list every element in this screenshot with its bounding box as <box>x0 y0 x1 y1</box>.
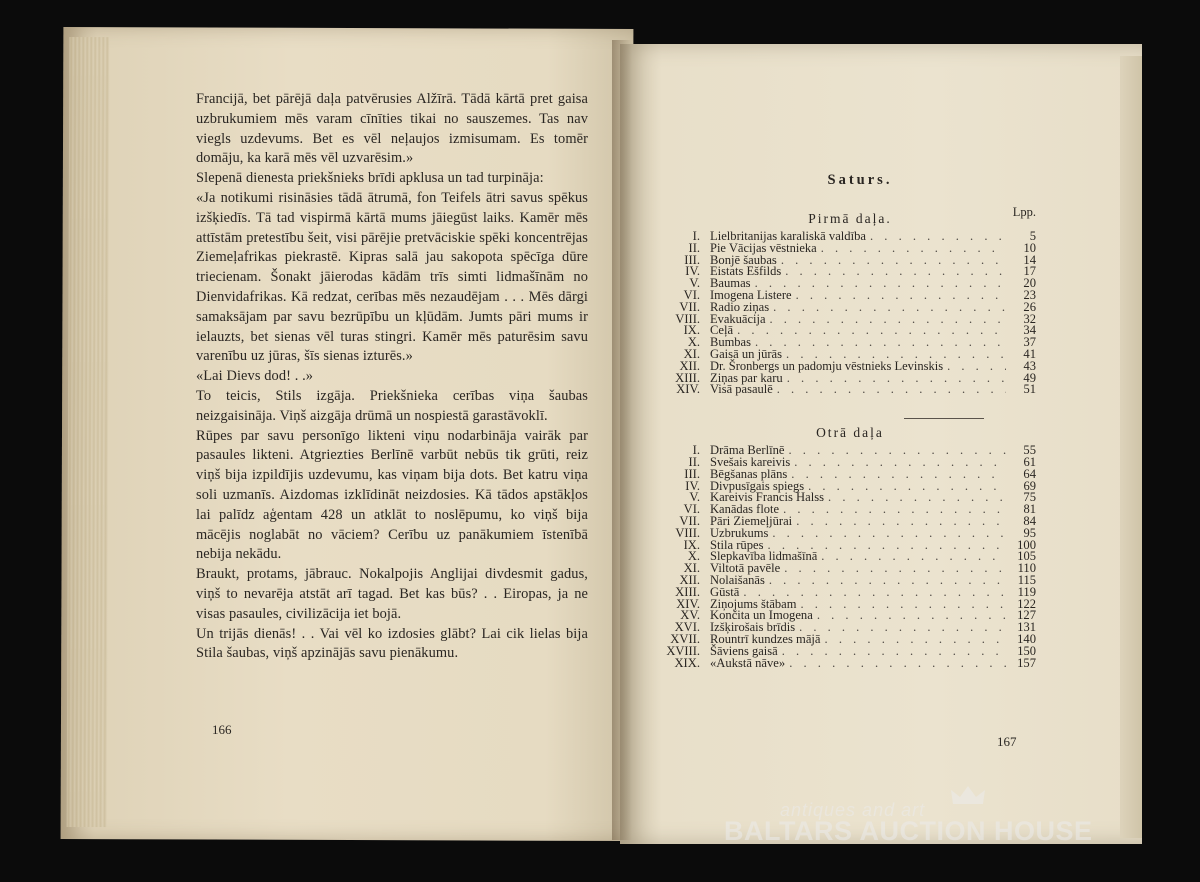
toc-leader-dots <box>792 290 1006 302</box>
toc-entry-number: II. <box>688 240 700 255</box>
toc-entry-title: Divpusīgais spiegs <box>710 478 805 493</box>
toc-entry-title: Gaisā un jūrās <box>710 346 783 361</box>
part-2-header <box>664 425 1036 445</box>
toc-leader-dots <box>778 646 1006 658</box>
toc-leader-dots <box>824 492 1006 504</box>
watermark <box>724 786 1134 856</box>
toc-entry-number: VII. <box>679 513 700 528</box>
left-page-number: 166 <box>212 722 232 737</box>
part-1-title: Pirmā daļa. <box>808 211 892 226</box>
toc-entry-number: XII. <box>679 358 700 373</box>
paragraph: Slepenā dienesta priekšnieks brīdi apklusa un tad turpināja: <box>196 170 544 187</box>
toc-entry-page: 110 <box>1017 561 1036 576</box>
toc-leader-dots <box>751 337 1006 349</box>
toc-entry-page: 95 <box>1023 525 1036 540</box>
toc-entry-number: VI. <box>683 502 700 517</box>
toc-entry-title: Lielbritanijas karaliskā valdība <box>710 229 866 243</box>
toc-entry-page: 69 <box>1023 478 1036 493</box>
toc-leader-dots <box>821 634 1006 646</box>
toc-entry-title: Kanādas flote <box>710 502 780 517</box>
toc-entry-number: VIII. <box>675 311 700 326</box>
toc-leader-dots <box>773 384 1006 396</box>
toc-entry-number: XVII. <box>670 631 700 646</box>
toc-entry-title: Imogena Listere <box>710 287 792 302</box>
toc-entry-title: Nolaišanās <box>710 572 765 587</box>
toc-entry-page: 32 <box>1023 311 1036 326</box>
part-1-header <box>664 205 1036 231</box>
toc-leader-dots <box>790 457 1006 469</box>
toc-entry-page: 122 <box>1017 596 1036 611</box>
toc-entry-number: I. <box>692 229 700 243</box>
paragraph: Braukt, protams, jābrauc. Nokalpojis Anglijai divdesmit gadus, viņš to nevarēja atstāt arī tagad. Bet kas būs? . . Eiropas, ja ne visas pasaules, civilizācija iet bojā. <box>196 566 588 622</box>
toc-entry-title: Evakuācija <box>710 311 766 326</box>
toc-entry-number: XVI. <box>674 620 700 635</box>
paragraph: «Lai Dievs dod! . .» <box>196 368 314 385</box>
toc-entry-title: Eistats Ešfilds <box>710 264 782 279</box>
toc-entry-number: IX. <box>683 537 700 552</box>
toc-entry-title: Gūstā <box>710 584 740 599</box>
toc-entry-number: XIV. <box>676 382 700 397</box>
toc-entry-title: Uzbrukums <box>710 525 769 540</box>
toc-entry-number: VII. <box>679 299 700 314</box>
toc-entry-number: IV. <box>685 264 700 279</box>
toc-leader-dots <box>784 445 1006 457</box>
toc-entry-page: 43 <box>1023 358 1036 373</box>
toc-title: Saturs. <box>827 172 893 188</box>
toc-leader-dots <box>765 575 1006 587</box>
right-page-number: 167 <box>997 734 1017 749</box>
part-2-title: Otrā daļa <box>816 425 884 441</box>
toc-entry-number: XV. <box>680 608 700 623</box>
toc-entry-page: 5 <box>1029 229 1036 243</box>
toc-entry-title: Bēgšanas plāns <box>710 466 788 481</box>
toc-entry-title: Kareivis Francis Halss <box>710 490 825 505</box>
toc-leader-dots <box>804 481 1006 493</box>
toc-entry-page: 23 <box>1023 287 1036 302</box>
book-gutter <box>612 40 632 840</box>
toc-leader-dots <box>785 658 1006 670</box>
toc-entry-page: 64 <box>1023 466 1036 481</box>
toc-entry-title: Rountrī kundzes mājā <box>710 631 821 646</box>
toc-entry-title: Ceļā <box>710 323 734 338</box>
toc-entry-number: VI. <box>683 287 700 302</box>
toc-entry-page: 51 <box>1023 382 1036 397</box>
toc-entry-number: VIII. <box>675 525 700 540</box>
toc-entry-number: XII. <box>679 572 700 587</box>
toc-entry-title: Bonjē šaubas <box>710 252 777 267</box>
toc-entry-title: Drāma Berlīnē <box>710 443 785 458</box>
toc-leader-dots <box>733 325 1006 337</box>
page-edge <box>1120 56 1142 838</box>
toc-entry-page: 127 <box>1017 608 1036 623</box>
toc-entry-title: Slepkavība lidmašīnā <box>710 549 818 564</box>
toc-leader-dots <box>780 563 1006 575</box>
watermark-tagline: antiques and art <box>780 800 926 820</box>
toc-entry-number: V. <box>689 276 700 291</box>
toc-entry-number: IX. <box>683 323 700 338</box>
toc-entry-title: Baumas <box>710 276 751 291</box>
toc-entry-page: 26 <box>1023 299 1036 314</box>
toc-entry-number: XVIII. <box>666 643 700 658</box>
toc-leader-dots <box>795 622 1006 634</box>
toc-entry-title: Svešais kareivis <box>710 454 791 469</box>
part-2-list <box>664 445 1036 669</box>
toc-entry-page: 55 <box>1023 443 1036 458</box>
toc-entry-page: 140 <box>1017 631 1036 646</box>
toc-entry-page: 49 <box>1023 370 1036 385</box>
toc-entry-number: X. <box>687 335 700 350</box>
toc-entry-page: 61 <box>1023 454 1036 469</box>
toc-entry-title: Pāri Ziemeļjūrai <box>710 513 793 528</box>
toc-entry-title: Visā pasaulē <box>710 382 773 397</box>
paragraph: Rūpes par savu personīgo likteni viņu nodarbināja vairāk par pasaules likteni. Atgriezties Berlīnē varbūt nebūs tik grūti, reiz viņš bija izpildījis uzdevumu, kas viņam bija dots. Bet katru viņa soli uzmanīs. Aizdomas izklīdināt neizdosies. Kā tādos apstākļos lai palīdz aģentam 428 un atklāt to noslēpumu, ko viņš bija mācējis noglabāt no vāciem? Cerību uz panākumiem īstenībā nebija nekādu. <box>196 427 588 563</box>
toc-entry-title: Dr. Šronbergs un padomju vēstnieks Levinskis <box>710 358 944 373</box>
toc-leader-dots <box>813 610 1006 622</box>
toc-entry-title: Končita un Imogena <box>710 608 813 623</box>
toc-entry-page: 34 <box>1023 323 1036 338</box>
part-1-list <box>664 231 1036 396</box>
divider <box>904 396 984 419</box>
toc-entry-title: Ziņas par karu <box>710 370 783 385</box>
toc-entry-page: 150 <box>1017 643 1036 658</box>
toc-entry-number: III. <box>684 252 700 267</box>
toc-entry-page: 20 <box>1023 276 1036 291</box>
paragraph: Francijā, bet pārējā daļa patvērusies Alžīrā. Tādā kārtā pret gaisa uzbrukumiem mēs varam cīnīties tikai no sauszemes. Tas nav viegls uzdevums. Bet es vēl neļaujos izmisumam. Es tomēr domāju, ka karā mēs vēl uzvarēsim.» <box>196 91 588 167</box>
toc-entry-title: «Aukstā nāve» <box>710 655 786 670</box>
toc-leader-dots <box>792 516 1006 528</box>
toc-entry-page: 100 <box>1017 537 1036 552</box>
toc-leader-dots <box>779 504 1006 516</box>
toc-entry-number: I. <box>692 443 700 458</box>
toc-entry <box>664 655 1036 670</box>
toc-entry-page: 84 <box>1023 513 1036 528</box>
crown-icon <box>950 784 986 806</box>
toc-entry-page: 81 <box>1023 502 1036 517</box>
toc-leader-dots <box>777 255 1006 267</box>
toc-entry-page: 75 <box>1023 490 1036 505</box>
left-page-text <box>196 90 588 664</box>
toc-entry-title: Bumbas <box>710 335 751 350</box>
toc-entry-number: IV. <box>685 478 700 493</box>
toc-entry-number: XIX. <box>674 655 700 670</box>
toc-leader-dots <box>787 469 1006 481</box>
toc-entry-number: II. <box>688 454 700 469</box>
toc-entry-title: Šāviens gaisā <box>710 643 778 658</box>
toc-entry-title: Ziņojums štābam <box>710 596 797 611</box>
toc-entry-title: Stila rūpes <box>710 537 764 552</box>
toc-entry-page: 10 <box>1023 240 1036 255</box>
toc-entry-page: 105 <box>1017 549 1036 564</box>
toc-leader-dots <box>768 528 1006 540</box>
toc-leader-dots <box>783 373 1006 385</box>
table-of-contents <box>664 172 1036 669</box>
toc-entry-title: Radio ziņas <box>710 299 770 314</box>
toc-entry-number: XIII. <box>675 584 700 599</box>
toc-entry-page: 37 <box>1023 335 1036 350</box>
paragraph: To teicis, Stils izgāja. Priekšnieka cerības viņa šaubas neizgaisināja. Viņš aizgāja drūmā un nospiestā garastāvoklī. <box>196 387 588 424</box>
toc-entry-page: 131 <box>1017 620 1036 635</box>
toc-leader-dots <box>866 231 1006 243</box>
toc-leader-dots <box>943 361 1006 373</box>
toc-entry-number: V. <box>689 490 700 505</box>
paragraph: Un trijās dienās! . . Vai vēl ko izdosies glābt? Lai cik lielas bija Stila šaubas, viņš apzinājās savu pienākumu. <box>196 625 588 662</box>
toc-entry-title: Viltotā pavēle <box>710 561 781 576</box>
toc-leader-dots <box>817 243 1006 255</box>
toc-entry-page: 17 <box>1023 264 1036 279</box>
toc-entry-page: 119 <box>1017 584 1036 599</box>
toc-entry-number: XIII. <box>675 370 700 385</box>
toc-entry-number: XI. <box>683 346 700 361</box>
toc-entry-number: XI. <box>683 561 700 576</box>
toc-leader-dots <box>817 551 1006 563</box>
toc-leader-dots <box>796 599 1006 611</box>
toc-entry-number: III. <box>684 466 700 481</box>
toc-entry-number: X. <box>687 549 700 564</box>
toc-entry-number: XIV. <box>676 596 700 611</box>
toc-leader-dots <box>769 302 1006 314</box>
toc-entry-title: Pie Vācijas vēstnieka <box>710 240 817 255</box>
toc-entry-page: 14 <box>1023 252 1036 267</box>
toc-entry-title: Izšķirošais brīdis <box>710 620 796 635</box>
lpp-label: Lpp. <box>1012 205 1036 219</box>
watermark-brand: BALTARS AUCTION HOUSE <box>724 816 1093 846</box>
toc-entry-page: 41 <box>1023 346 1036 361</box>
toc-leader-dots <box>781 266 1006 278</box>
toc-leader-dots <box>766 314 1006 326</box>
paragraph: «Ja notikumi risināsies tādā ātrumā, fon Teifels ātri savus spēkus izšķiedīs. Tā tad vispirmā kārtā mums jāiegūst laiks. Kamēr mēs attīstām pretestību šeit, visi pārējie pretvāciskie spēki koncentrējas Ziemeļafrikas piekrastē. Kipras salā jau sakopota spēcīga dūre triecienam. Šonakt jāierodas kādām trīs simti lidmašīnām no Dienvidafrikas. Kā redzat, cerības mēs nezaudējam . . . Mēs dārgi samaksājam par savu bezrūpību un kļūdām. Jumts pāri mums ir ielauzts, bet sienas vēl turas stingri. Kamēr mēs paturēsim savu varenību uz jūras, šīs sienas izturēs.» <box>196 189 588 365</box>
toc-entry-page: 115 <box>1017 572 1036 587</box>
toc-entry <box>664 384 1036 396</box>
toc-entry-page: 157 <box>1017 655 1036 670</box>
